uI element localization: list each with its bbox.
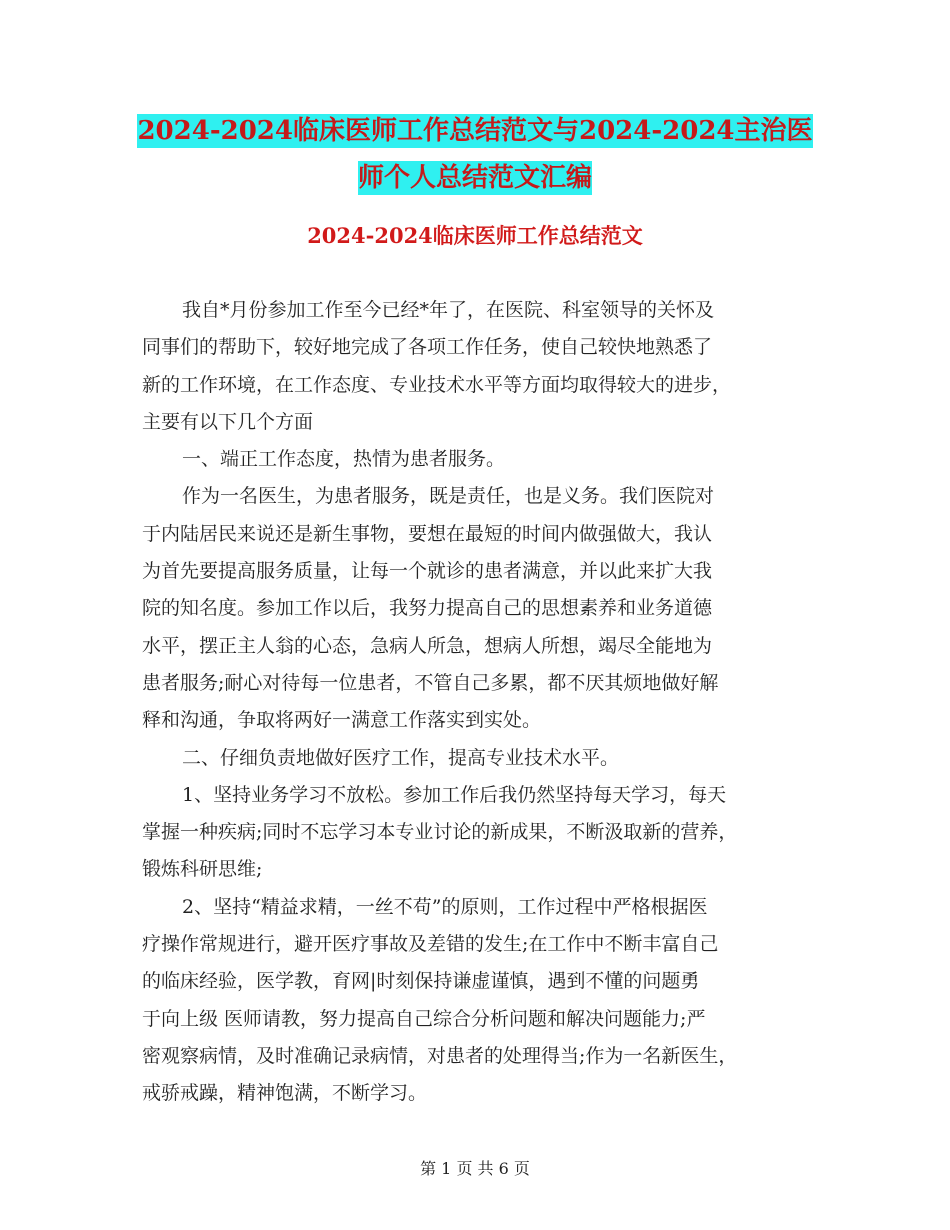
page-number-footer: 第 1 页 共 6 页 (420, 1159, 530, 1178)
paragraph-line: 院的知名度。参加工作以后，我努力提高自己的思想素养和业务道德 (142, 597, 713, 620)
paragraph-line: 新的工作环境，在工作态度、专业技术水平等方面均取得较大的进步， (142, 373, 732, 396)
paragraph-line: 于向上级 医师请教，努力提高自己综合分析问题和解决问题能力;严 (142, 1007, 706, 1030)
paragraph-line: 1、坚持业务学习不放松。参加工作后我仍然坚持每天学习，每天 (182, 783, 727, 806)
paragraph-line: 同事们的帮助下，较好地完成了各项工作任务，使自己较快地熟悉了 (142, 336, 713, 359)
paragraph-line: 于内陆居民来说还是新生事物，要想在最短的时间内做强做大，我认 (142, 522, 713, 545)
section-heading-line: 一、端正工作态度，热情为患者服务。 (182, 448, 506, 471)
title-line-1 (0, 108, 950, 155)
paragraph-line: 锻炼科研思维; (142, 858, 263, 881)
paragraph-line: 我自*月份参加工作至今已经*年了，在医院、科室领导的关怀及 (182, 299, 715, 321)
paragraph-line: 掌握一种疾病;同时不忘学习本专业讨论的新成果，不断汲取新的营养， (142, 821, 738, 844)
section-heading-line: 二、仔细负责地做好医疗工作，提高专业技术水平。 (182, 746, 620, 769)
paragraph-line: 释和沟通，争取将两好一满意工作落实到实处。 (142, 709, 542, 732)
paragraph-line: 戒骄戒躁，精神饱满，不断学习。 (142, 1082, 428, 1105)
document-body (142, 292, 814, 1113)
paragraph-line: 患者服务;耐心对待每一位患者，不管自己多累，都不厌其烦地做好解 (142, 671, 719, 694)
paragraph-line: 疗操作常规进行，避开医疗事故及差错的发生;在工作中不断丰富自己 (142, 933, 719, 956)
paragraph-line: 主要有以下几个方面 (142, 410, 314, 433)
title-line-2 (0, 155, 950, 202)
paragraph-line: 密观察病情，及时准确记录病情，对患者的处理得当;作为一名新医生， (142, 1044, 738, 1067)
section-heading: 2024-2024临床医师工作总结范文 (307, 223, 643, 248)
document-title (0, 108, 950, 202)
paragraph-line: 的临床经验，医学教，育网|时刻保持谦虚谨慎，遇到不懂的问题勇 (142, 970, 700, 993)
paragraph-line: 为首先要提高服务质量，让每一个就诊的患者满意，并以此来扩大我 (142, 560, 713, 583)
paragraph-line: 水平，摆正主人翁的心态，急病人所急，想病人所想，竭尽全能地为 (142, 634, 713, 657)
paragraph-line: 作为一名医生，为患者服务，既是责任，也是义务。我们医院对 (182, 485, 715, 508)
title-line-2-text: 师个人总结范文汇编 (357, 163, 592, 193)
paragraph-line: 2、坚持“精益求精，一丝不苟”的原则，工作过程中严格根据医 (182, 895, 708, 918)
title-line-1-text: 2024-2024临床医师工作总结范文与2024-2024主治医 (137, 116, 813, 146)
